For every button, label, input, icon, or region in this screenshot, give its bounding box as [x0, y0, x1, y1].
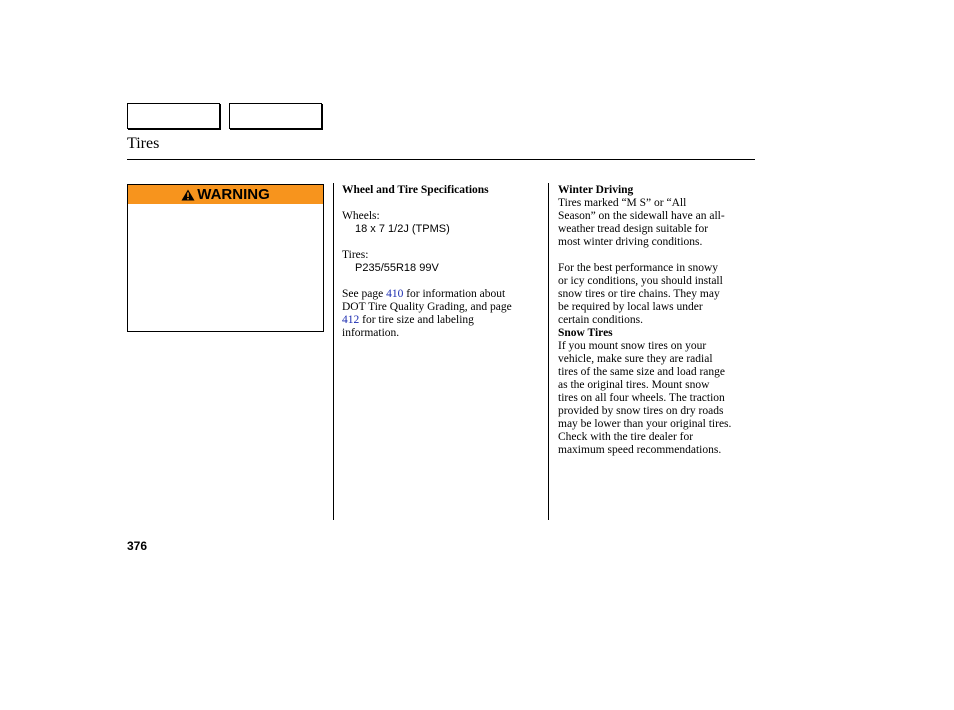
ref-text-d: for tire size and labeling	[359, 314, 474, 326]
reference-line-4: information.	[342, 327, 400, 339]
page-412-link[interactable]: 412	[342, 314, 360, 326]
performance-line: For the best performance in snowy	[558, 262, 719, 274]
snow-line: maximum speed recommendations.	[558, 444, 722, 456]
snow-line: provided by snow tires on dry roads	[558, 405, 724, 417]
snow-line: vehicle, make sure they are radial	[558, 353, 713, 365]
column-divider-1	[333, 183, 334, 520]
performance-line: certain conditions.	[558, 314, 643, 326]
page-title: Tires	[127, 135, 160, 152]
ref-text-b: for information about	[403, 288, 506, 300]
page-number: 376	[127, 539, 148, 553]
tires-value: P235/55R18 99V	[355, 262, 439, 274]
winter-heading: Winter Driving	[558, 184, 634, 196]
performance-line: snow tires or tire chains. They may	[558, 288, 720, 300]
reference-line-1	[342, 288, 542, 301]
winter-line: most winter driving conditions.	[558, 236, 703, 248]
warning-label: WARNING	[197, 186, 270, 203]
reference-line-2: DOT Tire Quality Grading, and page	[342, 301, 512, 313]
page-410-link[interactable]: 410	[386, 288, 404, 300]
wheels-label: Wheels:	[342, 210, 380, 222]
performance-line: be required by local laws under	[558, 301, 703, 313]
specs-heading: Wheel and Tire Specifications	[342, 184, 489, 196]
winter-column	[558, 184, 763, 457]
column-divider-2	[548, 183, 549, 520]
winter-line: weather tread design suitable for	[558, 223, 709, 235]
winter-line: Season” on the sidewall have an all-	[558, 210, 725, 222]
snow-line: as the original tires. Mount snow	[558, 379, 710, 391]
ref-text-a: See page	[342, 288, 384, 300]
snow-line: If you mount snow tires on your	[558, 340, 707, 352]
warning-box	[127, 184, 324, 332]
warning-header	[128, 185, 323, 204]
specs-column	[342, 184, 542, 340]
snow-line: Check with the tire dealer for	[558, 431, 694, 443]
nav-button-1[interactable]	[127, 103, 220, 129]
winter-line: Tires marked “M S” or “All	[558, 197, 687, 209]
wheels-value: 18 x 7 1/2J (TPMS)	[355, 223, 450, 235]
snow-line: may be lower than your original tires.	[558, 418, 732, 430]
reference-line-3	[342, 314, 542, 327]
performance-line: or icy conditions, you should install	[558, 275, 723, 287]
snow-line: tires on all four wheels. The traction	[558, 392, 725, 404]
title-divider	[127, 159, 755, 160]
nav-button-2[interactable]	[229, 103, 322, 129]
snow-tires-heading: Snow Tires	[558, 327, 613, 339]
warning-triangle-icon	[181, 189, 195, 201]
tires-label: Tires:	[342, 249, 369, 261]
snow-line: tires of the same size and load range	[558, 366, 726, 378]
